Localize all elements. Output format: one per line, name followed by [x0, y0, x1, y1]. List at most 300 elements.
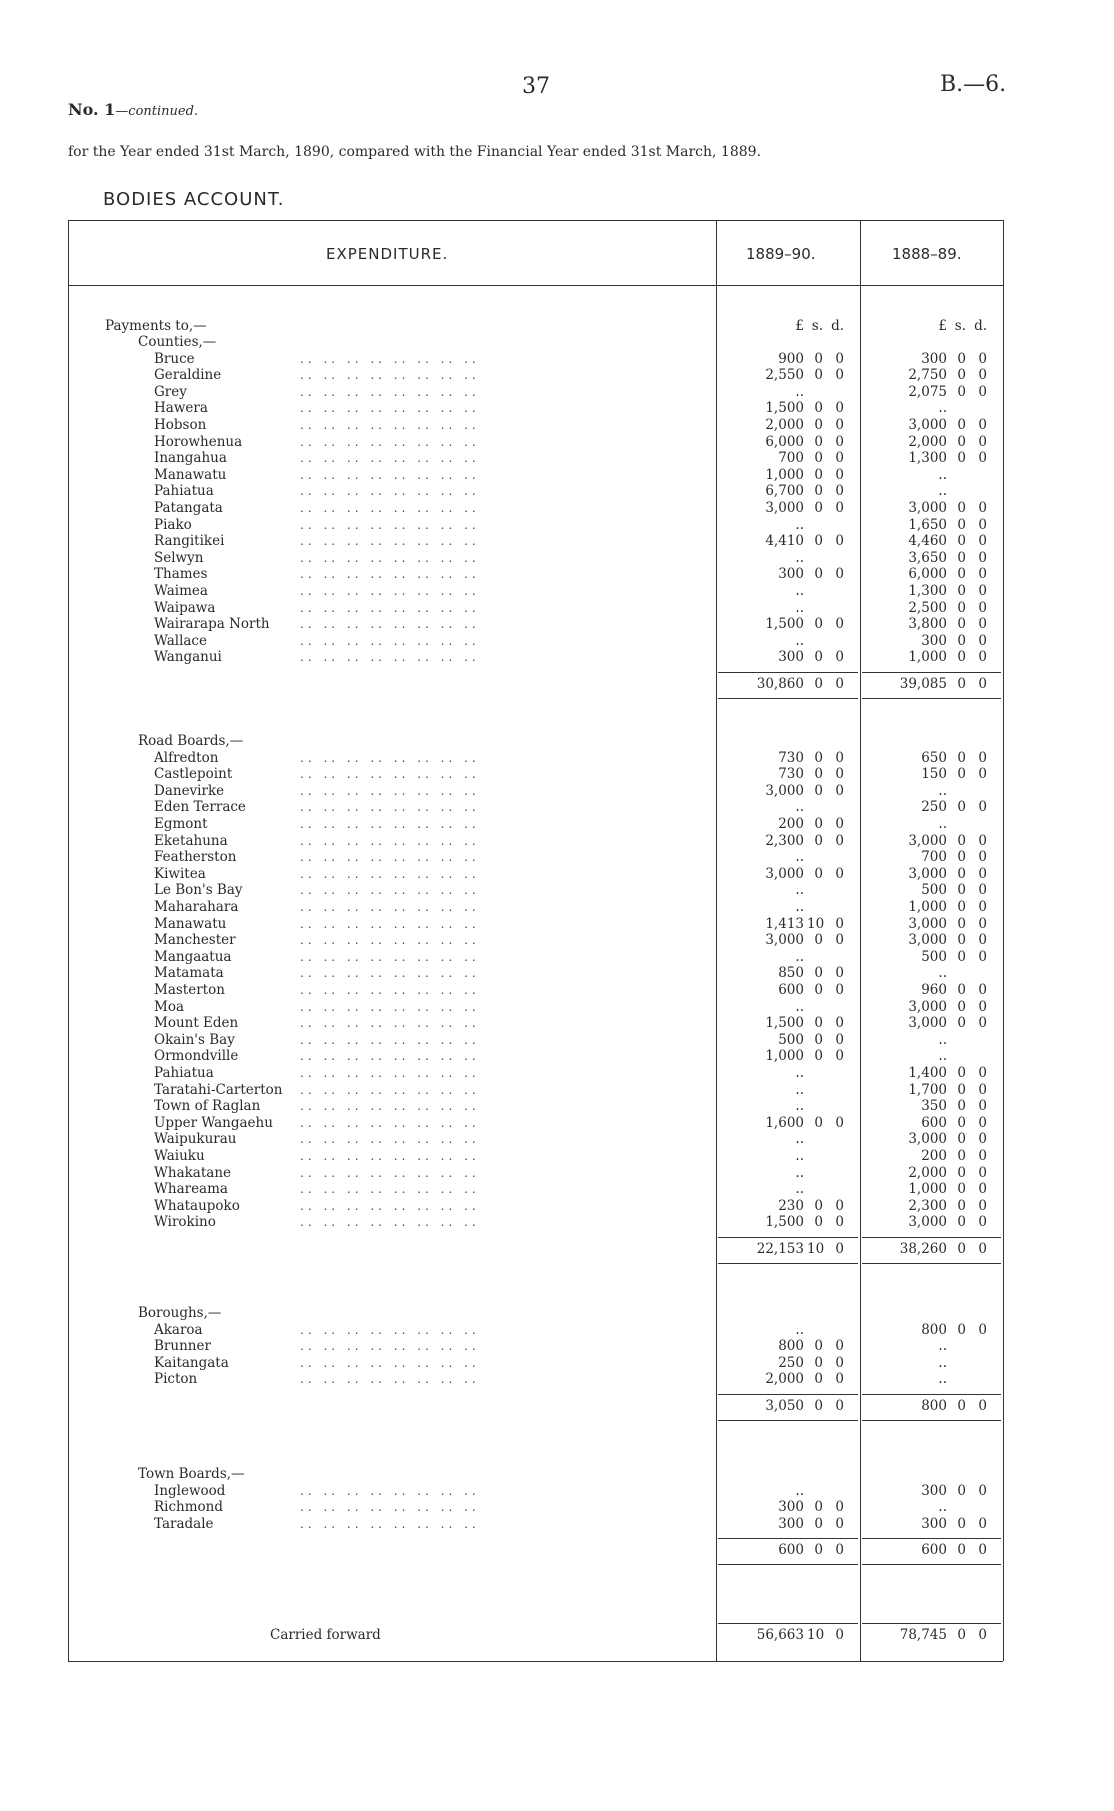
year2-pounds-cell: ..: [938, 816, 947, 832]
year1-shillings-cell: 0: [814, 1197, 823, 1214]
year2-pence-cell: 0: [978, 865, 987, 882]
year1-pence-cell: 0: [835, 400, 844, 417]
year1-shillings-cell: 10: [807, 915, 825, 932]
leader-dots: .. .. .. .. .. .. .. ..: [300, 900, 480, 914]
table-row: [0, 467, 1114, 484]
row-label: Inglewood: [154, 1482, 226, 1499]
year2-pounds-cell: 2,000: [908, 433, 947, 450]
year1-pence-cell: 0: [835, 766, 844, 783]
year2-pence-cell: 0: [978, 1197, 987, 1214]
year2-pounds-cell: 1,000: [908, 649, 947, 666]
year1-pence-cell: 0: [835, 566, 844, 583]
year1-shillings-cell: 0: [814, 749, 823, 766]
row-label: Okain's Bay: [154, 1031, 235, 1048]
year1-pence-cell: 0: [835, 965, 844, 982]
year1-pounds-cell: ..: [795, 599, 804, 616]
boroughs-total-row: [0, 1398, 1114, 1415]
year2-pounds-cell: ..: [938, 466, 947, 483]
year1-pounds-cell: ..: [795, 899, 804, 915]
year1-shillings-cell: 0: [814, 676, 823, 692]
leader-dots: .. .. .. .. .. .. .. ..: [300, 833, 480, 848]
year1-pence-cell: 0: [835, 616, 844, 633]
year1-pounds-cell: 250: [778, 1354, 804, 1371]
counties-label-row: [0, 334, 1114, 351]
leader-dots: .. .. .. .. .. .. .. ..: [300, 1372, 480, 1387]
year1-shillings-cell: 0: [814, 350, 823, 367]
table-row: [0, 833, 1114, 850]
year1-shillings-cell: 0: [814, 832, 823, 849]
town-boards-total-underline-1: [718, 1564, 858, 1565]
year1-pounds-cell: 600: [778, 982, 804, 998]
leader-dots: .. .. .. .. .. .. .. ..: [300, 750, 480, 765]
year1-shillings-cell: 0: [814, 1354, 823, 1371]
town-boards-total-underline-2: [862, 1564, 1001, 1565]
year2-shillings-cell: s.: [954, 318, 966, 334]
year2-pounds-cell: 1,400: [908, 1065, 947, 1081]
leader-dots: .. .. .. .. .. .. .. ..: [300, 916, 480, 931]
row-label: Mangaatua: [154, 948, 232, 965]
table-row: [0, 550, 1114, 567]
leader-dots: .. .. .. .. .. .. .. ..: [300, 783, 480, 798]
year2-pounds-cell: 4,460: [908, 533, 947, 550]
year2-pounds-cell: 960: [921, 982, 947, 998]
year1-pounds-cell: 1,600: [765, 1114, 804, 1131]
leader-dots: .. .. .. .. .. .. .. ..: [300, 866, 480, 881]
year1-pounds-cell: 3,000: [765, 782, 804, 799]
year1-pence-cell: 0: [835, 832, 844, 849]
year2-pence-cell: 0: [978, 749, 987, 766]
year1-pounds-cell: 700: [778, 450, 804, 467]
year2-pence-cell: 0: [978, 549, 987, 566]
row-label: Boroughs,—: [138, 1305, 222, 1321]
table-row: [0, 1371, 1114, 1388]
year2-shillings-cell: 0: [957, 566, 966, 583]
year2-pounds-cell: 3,000: [908, 865, 947, 882]
year1-pounds-cell: ..: [795, 549, 804, 566]
leader-dots: .. .. .. .. .. .. .. ..: [300, 1516, 480, 1531]
leader-dots: .. .. .. .. .. .. .. ..: [300, 418, 480, 432]
table-row: [0, 1015, 1114, 1032]
year2-shillings-cell: 0: [957, 1482, 966, 1499]
year1-shillings-cell: 0: [814, 400, 823, 417]
row-label: Payments to,—: [105, 318, 207, 334]
table-row: [0, 1338, 1114, 1355]
table-row: [0, 750, 1114, 767]
table-row: [0, 916, 1114, 933]
leader-dots: .. .. .. .. .. .. .. ..: [300, 534, 480, 549]
year1-pence-cell: 0: [835, 649, 844, 666]
leader-dots: .. .. .. .. .. .. .. ..: [300, 1198, 480, 1213]
year2-pence-cell: 0: [978, 998, 987, 1015]
table-row: [0, 500, 1114, 517]
table-row: [0, 533, 1114, 550]
leader-dots: .. .. .. .. .. .. .. ..: [300, 1165, 480, 1180]
year1-pounds-cell: ..: [795, 1131, 804, 1148]
year1-shillings-cell: 0: [814, 417, 823, 433]
year2-shillings-cell: 0: [957, 599, 966, 616]
year1-pence-cell: 0: [835, 865, 844, 882]
year2-pence-cell: 0: [978, 1321, 987, 1338]
year1-shillings-cell: 0: [814, 433, 823, 450]
table-row: [0, 982, 1114, 999]
table-row: [0, 450, 1114, 467]
leader-dots: .. .. .. .. .. .. .. ..: [300, 467, 480, 482]
year1-pence-cell: 0: [835, 676, 844, 692]
leader-dots: .. .. .. .. .. .. .. ..: [300, 501, 480, 515]
year1-pounds-cell: 200: [778, 816, 804, 832]
leader-dots: .. .. .. .. .. .. .. ..: [300, 1016, 480, 1031]
year2-pence-cell: 0: [978, 849, 987, 866]
table-row: [0, 600, 1114, 617]
year1-pounds-cell: 1,413: [765, 915, 804, 932]
year1-pounds-cell: ..: [795, 583, 804, 599]
table-row: [0, 517, 1114, 534]
year1-pounds-cell: 1,500: [765, 616, 804, 633]
year2-pounds-cell: 3,000: [908, 998, 947, 1015]
year2-shillings-cell: 0: [957, 1627, 966, 1643]
year1-shillings-cell: 0: [814, 1398, 823, 1414]
year1-pounds-cell: 500: [778, 1031, 804, 1048]
year1-pence-cell: 0: [835, 433, 844, 450]
row-label: Manawatu: [154, 466, 227, 483]
table-row: [0, 965, 1114, 982]
year1-shillings-cell: 0: [814, 932, 823, 949]
year1-pence-cell: 0: [835, 483, 844, 500]
year1-pence-cell: d.: [831, 318, 844, 334]
year2-pence-cell: 0: [978, 676, 987, 692]
year1-shillings-cell: 0: [814, 766, 823, 783]
year1-pence-cell: 0: [835, 816, 844, 832]
year1-shillings-cell: 0: [814, 1114, 823, 1131]
year1-shillings-cell: 0: [814, 1338, 823, 1355]
table-row: [0, 417, 1114, 434]
year1-pounds-cell: 2,000: [765, 1371, 804, 1388]
year2-pounds-cell: ..: [938, 782, 947, 799]
year2-pence-cell: 0: [978, 500, 987, 516]
year1-pounds-cell: 1,500: [765, 1015, 804, 1032]
year1-pounds-cell: 850: [778, 965, 804, 982]
year1-shillings-cell: 0: [814, 500, 823, 516]
table-row: [0, 434, 1114, 451]
year2-pence-cell: 0: [978, 1114, 987, 1131]
year1-shillings-cell: 0: [814, 1031, 823, 1048]
year2-pounds-cell: ..: [938, 1338, 947, 1355]
year2-pounds-cell: ..: [938, 400, 947, 417]
row-label: Eketahuna: [154, 832, 228, 849]
table-row: [0, 1048, 1114, 1065]
year2-pounds-cell: 600: [921, 1114, 947, 1131]
table-row: [0, 351, 1114, 368]
year1-shillings-cell: 0: [814, 816, 823, 832]
year1-shillings-cell: 0: [814, 965, 823, 982]
carried-forward-rule-1: [718, 1623, 858, 1624]
row-label: Whakatane: [154, 1164, 232, 1181]
leader-dots: .. .. .. .. .. .. .. ..: [300, 983, 480, 997]
year2-pence-cell: 0: [978, 383, 987, 400]
year1-pounds-cell: 3,050: [765, 1398, 804, 1414]
year1-pence-cell: 0: [835, 915, 844, 932]
row-label: Wanganui: [154, 649, 222, 666]
table-row: [0, 1355, 1114, 1372]
row-label: Masterton: [154, 982, 225, 998]
leader-dots: .. .. .. .. .. .. .. ..: [300, 633, 480, 648]
year2-shillings-cell: 0: [957, 433, 966, 450]
year1-pence-cell: 0: [835, 417, 844, 433]
counties-total-row: [0, 676, 1114, 693]
boroughs-total-rule-1: [718, 1394, 858, 1395]
row-label: Whataupoko: [154, 1197, 240, 1214]
year2-shillings-cell: 0: [957, 1398, 966, 1414]
leader-dots: .. .. .. .. .. .. .. ..: [300, 1355, 480, 1370]
year1-shillings-cell: 10: [807, 1241, 825, 1257]
year2-pounds-cell: ..: [938, 1354, 947, 1371]
year1-shillings-cell: 0: [814, 1542, 823, 1559]
year1-pounds-cell: 1,000: [765, 1048, 804, 1065]
row-label: Akaroa: [154, 1321, 203, 1338]
table-row: [0, 1082, 1114, 1099]
table-row: [0, 633, 1114, 650]
year2-shillings-cell: 0: [957, 1181, 966, 1198]
year2-pence-cell: 0: [978, 1131, 987, 1148]
year2-shillings-cell: 0: [957, 915, 966, 932]
year2-shillings-cell: 0: [957, 649, 966, 666]
year2-shillings-cell: 0: [957, 1164, 966, 1181]
year1-pounds-cell: ..: [795, 882, 804, 899]
leader-dots: .. .. .. .. .. .. .. ..: [300, 933, 480, 948]
year1-pounds-cell: 900: [778, 350, 804, 367]
row-label: Town Boards,—: [138, 1466, 245, 1482]
year2-pounds-cell: 3,000: [908, 417, 947, 433]
year1-pounds-cell: 300: [778, 1499, 804, 1516]
leader-dots: .. .. .. .. .. .. .. ..: [300, 600, 480, 615]
year1-shillings-cell: 0: [814, 367, 823, 384]
year1-pence-cell: 0: [835, 1197, 844, 1214]
table-row: [0, 1148, 1114, 1165]
year2-pence-cell: 0: [978, 417, 987, 433]
table-row: [0, 1214, 1114, 1231]
year2-shillings-cell: 0: [957, 865, 966, 882]
page-subtitle: for the Year ended 31st March, 1890, compared with the Financial Year ended 31st March, 1889.: [68, 144, 762, 160]
year2-pence-cell: 0: [978, 1627, 987, 1643]
year1-pence-cell: 0: [835, 782, 844, 799]
year2-pounds-cell: 350: [921, 1098, 947, 1115]
year2-pence-cell: 0: [978, 1081, 987, 1098]
year2-pence-cell: 0: [978, 599, 987, 616]
year2-pounds-cell: 2,500: [908, 599, 947, 616]
row-label: Patangata: [154, 500, 223, 516]
year1-pounds-cell: ..: [795, 849, 804, 866]
leader-dots: .. .. .. .. .. .. .. ..: [300, 1132, 480, 1147]
year1-pounds-cell: ..: [795, 632, 804, 649]
year2-shillings-cell: 0: [957, 849, 966, 866]
row-label: Egmont: [154, 816, 208, 832]
year1-pence-cell: 0: [835, 1499, 844, 1516]
year2-pounds-cell: ..: [938, 1048, 947, 1065]
year2-pounds-cell: 3,000: [908, 1015, 947, 1032]
year2-pence-cell: 0: [978, 350, 987, 367]
table-header-rule: [68, 285, 1003, 286]
row-label: Counties,—: [138, 334, 217, 350]
year2-shillings-cell: 0: [957, 533, 966, 550]
leader-dots: .. .. .. .. .. .. .. ..: [300, 1483, 480, 1498]
year1-pounds-cell: 600: [778, 1542, 804, 1559]
leader-dots: .. .. .. .. .. .. .. ..: [300, 1082, 480, 1097]
counties-total-underline-1: [718, 698, 858, 699]
year2-pence-cell: 0: [978, 1098, 987, 1115]
payments-header-row: [0, 318, 1114, 335]
leader-dots: .. .. .. .. .. .. .. ..: [300, 1215, 480, 1230]
row-label: Whareama: [154, 1181, 228, 1198]
leader-dots: .. .. .. .. .. .. .. ..: [300, 567, 480, 582]
row-label: Moa: [154, 998, 184, 1015]
leader-dots: .. .. .. .. .. .. .. ..: [300, 883, 480, 898]
row-label: Mount Eden: [154, 1015, 239, 1032]
year1-pounds-cell: ..: [795, 998, 804, 1015]
year1-shillings-cell: 0: [814, 466, 823, 483]
year2-pounds-cell: 250: [921, 799, 947, 816]
table-row: [0, 1499, 1114, 1516]
year1-pence-cell: 0: [835, 500, 844, 516]
year2-pence-cell: 0: [978, 1214, 987, 1231]
table-row: [0, 899, 1114, 916]
leader-dots: .. .. .. .. .. .. .. ..: [300, 650, 480, 665]
counties-total-rule-1: [718, 672, 858, 673]
year2-pence-cell: 0: [978, 1241, 987, 1257]
row-label: Upper Wangaehu: [154, 1114, 273, 1131]
town-boards-total-rule-1: [718, 1538, 858, 1539]
year2-pounds-cell: 1,000: [908, 899, 947, 915]
year2-shillings-cell: 0: [957, 982, 966, 998]
row-label: Hobson: [154, 417, 207, 433]
year2-pounds-cell: 1,000: [908, 1181, 947, 1198]
year1-pence-cell: 0: [835, 1114, 844, 1131]
year2-pence-cell: 0: [978, 632, 987, 649]
leader-dots: .. .. .. .. .. .. .. ..: [300, 484, 480, 499]
row-label: Selwyn: [154, 549, 204, 566]
year1-pounds-cell: ..: [795, 799, 804, 816]
table-row: [0, 1198, 1114, 1215]
year2-pence-cell: 0: [978, 1482, 987, 1499]
year1-pence-cell: 0: [835, 533, 844, 550]
table-row: [0, 949, 1114, 966]
carried-forward-rule-2: [862, 1623, 1001, 1624]
row-label: Kiwitea: [154, 865, 206, 882]
year1-shillings-cell: 0: [814, 782, 823, 799]
year2-pounds-cell: 3,000: [908, 1131, 947, 1148]
year2-shillings-cell: 0: [957, 1148, 966, 1164]
row-label: Manawatu: [154, 915, 227, 932]
year1-shillings-cell: 0: [814, 1499, 823, 1516]
year2-pence-cell: 0: [978, 566, 987, 583]
row-label: Piako: [154, 516, 192, 533]
year2-pence-cell: 0: [978, 450, 987, 467]
year2-pence-cell: 0: [978, 516, 987, 533]
table-row: [0, 1131, 1114, 1148]
year1-shillings-cell: 0: [814, 533, 823, 550]
year2-shillings-cell: 0: [957, 450, 966, 467]
year1-pounds-cell: 2,300: [765, 832, 804, 849]
year2-pence-cell: 0: [978, 982, 987, 998]
year1-pounds-cell: 300: [778, 649, 804, 666]
year1-pounds-cell: ..: [795, 1148, 804, 1164]
table-row: [0, 1065, 1114, 1082]
year2-pounds-cell: 300: [921, 632, 947, 649]
year1-pence-cell: 0: [835, 1241, 844, 1257]
year1-pence-cell: 0: [835, 982, 844, 998]
year2-pounds-cell: 500: [921, 882, 947, 899]
row-label: Thames: [154, 566, 208, 583]
year2-pounds-cell: 3,650: [908, 549, 947, 566]
leader-dots: .. .. .. .. .. .. .. ..: [300, 966, 480, 981]
table-row: [0, 999, 1114, 1016]
year2-pence-cell: 0: [978, 616, 987, 633]
year1-pounds-cell: 22,153: [756, 1241, 804, 1257]
year1-shillings-cell: 0: [814, 1371, 823, 1388]
year2-shillings-cell: 0: [957, 350, 966, 367]
year2-pence-cell: 0: [978, 832, 987, 849]
document-reference: B.—6.: [940, 72, 1007, 97]
year2-shillings-cell: 0: [957, 500, 966, 516]
year1-pence-cell: 0: [835, 367, 844, 384]
row-label: Waiuku: [154, 1148, 205, 1164]
year1-pounds-cell: ..: [795, 383, 804, 400]
table-row: [0, 1098, 1114, 1115]
page-number: 37: [522, 74, 550, 99]
row-label: Taratahi-Carterton: [154, 1081, 283, 1098]
year1-pounds-cell: 30,860: [756, 676, 804, 692]
expenditure-heading: EXPENDITURE.: [326, 245, 449, 263]
year2-pounds-cell: 800: [921, 1398, 947, 1414]
row-label: Alfredton: [154, 749, 219, 766]
row-label: Kaitangata: [154, 1354, 229, 1371]
year2-pounds-cell: ..: [938, 1031, 947, 1048]
year1-shillings-cell: 0: [814, 1048, 823, 1065]
year1-pounds-cell: 3,000: [765, 865, 804, 882]
year2-pounds-cell: 150: [921, 766, 947, 783]
road-boards-total-row: [0, 1241, 1114, 1258]
document-number-label: No. 1: [68, 100, 116, 119]
row-label: Taradale: [154, 1515, 214, 1532]
year1-pounds-cell: ..: [795, 948, 804, 965]
year1-pounds-cell: 4,410: [765, 533, 804, 550]
table-row: [0, 400, 1114, 417]
year1-pounds-cell: 2,550: [765, 367, 804, 384]
row-label: Road Boards,—: [138, 733, 244, 749]
year2-pence-cell: 0: [978, 583, 987, 599]
year2-shillings-cell: 0: [957, 832, 966, 849]
year2-pounds-cell: 1,700: [908, 1081, 947, 1098]
year1-pounds-cell: 800: [778, 1338, 804, 1355]
year1-pounds-cell: 1,000: [765, 466, 804, 483]
row-label: Bruce: [154, 350, 195, 367]
row-label: Richmond: [154, 1499, 224, 1516]
year1-pence-cell: 0: [835, 1371, 844, 1388]
year2-shillings-cell: 0: [957, 1241, 966, 1257]
leader-dots: .. .. .. .. .. .. .. ..: [300, 1115, 480, 1130]
year1-pence-cell: 0: [835, 1627, 844, 1643]
year1-pence-cell: 0: [835, 450, 844, 467]
year1-pence-cell: 0: [835, 1338, 844, 1355]
row-label: Castlepoint: [154, 766, 233, 783]
table-row: [0, 1165, 1114, 1182]
row-label: Waimea: [154, 583, 208, 599]
year2-shillings-cell: 0: [957, 1197, 966, 1214]
year2-shillings-cell: 0: [957, 948, 966, 965]
year1-pounds-cell: 1,500: [765, 400, 804, 417]
year2-pence-cell: 0: [978, 533, 987, 550]
row-label: Pahiatua: [154, 1065, 214, 1081]
year2-shillings-cell: 0: [957, 616, 966, 633]
